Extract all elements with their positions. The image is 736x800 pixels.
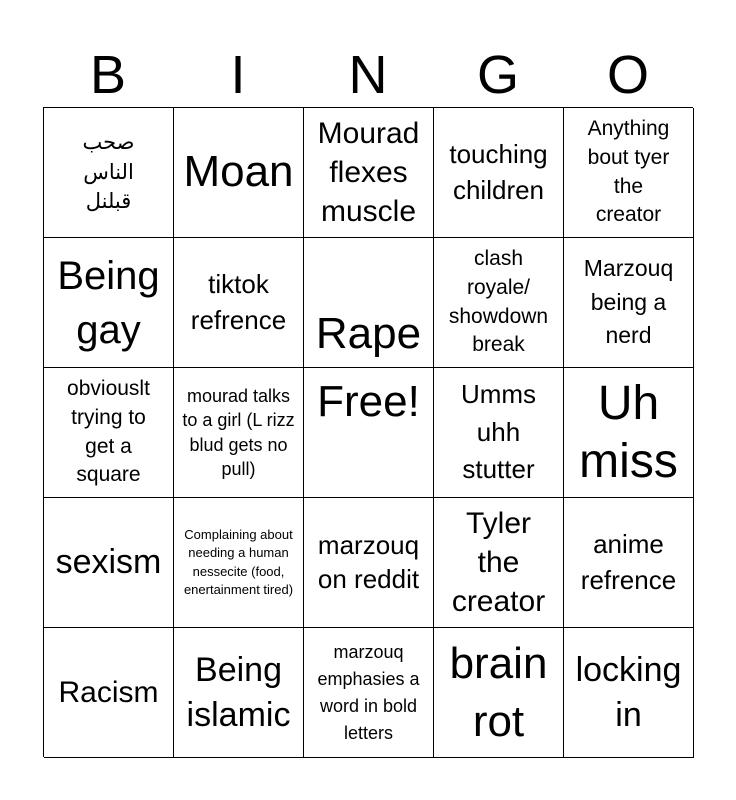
bingo-cell[interactable] (44, 238, 174, 368)
cell-text: Marzouq being a nerd (583, 255, 674, 349)
bingo-cell[interactable] (434, 108, 564, 238)
cell-text: mourad talks to a girl (L rizz blud gets no pull) (182, 385, 295, 479)
bingo-cell[interactable] (434, 498, 564, 628)
header-letter-g: G (476, 45, 519, 105)
bingo-cell[interactable] (304, 368, 434, 498)
bingo-cell[interactable] (304, 108, 434, 238)
bingo-cell[interactable] (304, 628, 434, 758)
cell-text: Anything bout tyer the creator (587, 116, 670, 227)
bingo-card (43, 107, 693, 757)
bingo-cell[interactable] (44, 498, 174, 628)
header-letter-n: N (348, 45, 388, 105)
bingo-cell[interactable] (564, 368, 694, 498)
bingo-cell[interactable] (434, 238, 564, 368)
bingo-cell[interactable] (174, 238, 304, 368)
bingo-cell[interactable] (174, 108, 304, 238)
cell-text: Mourad flexes muscle (317, 117, 420, 228)
cell-text: Uh miss (579, 376, 678, 488)
bingo-cell[interactable] (564, 498, 694, 628)
bingo-cell[interactable] (44, 368, 174, 498)
cell-text: Racism (58, 675, 159, 709)
bingo-cell[interactable] (564, 108, 694, 238)
bingo-cell[interactable] (174, 368, 304, 498)
header-letter-i: I (230, 45, 246, 105)
bingo-cell[interactable] (304, 498, 434, 628)
bingo-cell[interactable] (434, 368, 564, 498)
bingo-cell[interactable] (564, 628, 694, 758)
cell-text: Being gay (57, 253, 160, 352)
header-letter-o: O (606, 45, 649, 105)
cell-text: Tyler the creator (451, 507, 546, 618)
cell-text: marzouq emphasies a word in bold letters (317, 641, 420, 743)
cell-text: Complaining about needing a human nessecite (food, enertainment tired) (183, 527, 294, 597)
cell-text: locking in (575, 651, 682, 734)
cell-text: Rape (315, 309, 422, 359)
header-letter-b: B (89, 45, 127, 105)
bingo-cell[interactable] (434, 628, 564, 758)
cell-text: clash royale/ showdown break (448, 246, 549, 357)
bingo-header (43, 44, 693, 106)
bingo-cell[interactable] (44, 108, 174, 238)
bingo-cell[interactable] (174, 498, 304, 628)
cell-text: brain rot (449, 639, 548, 746)
cell-text: Free! (317, 377, 420, 426)
cell-text: obviouslt trying to get a square (67, 376, 150, 487)
cell-text: Umms uhh stutter (460, 378, 537, 485)
bingo-cell[interactable] (44, 628, 174, 758)
bingo-cell[interactable] (174, 628, 304, 758)
cell-text: touching children (449, 139, 548, 205)
cell-text: tiktok refrence (190, 269, 287, 335)
cell-text: Being islamic (186, 651, 291, 734)
cell-text: Moan (183, 147, 294, 197)
cell-text: sexism (55, 543, 162, 582)
bingo-cell[interactable] (304, 238, 434, 368)
cell-text: anime refrence (580, 529, 677, 595)
cell-text: صحب الناس قبلنل (82, 131, 135, 214)
cell-text: marzouq on reddit (317, 529, 420, 594)
bingo-cell[interactable] (564, 238, 694, 368)
